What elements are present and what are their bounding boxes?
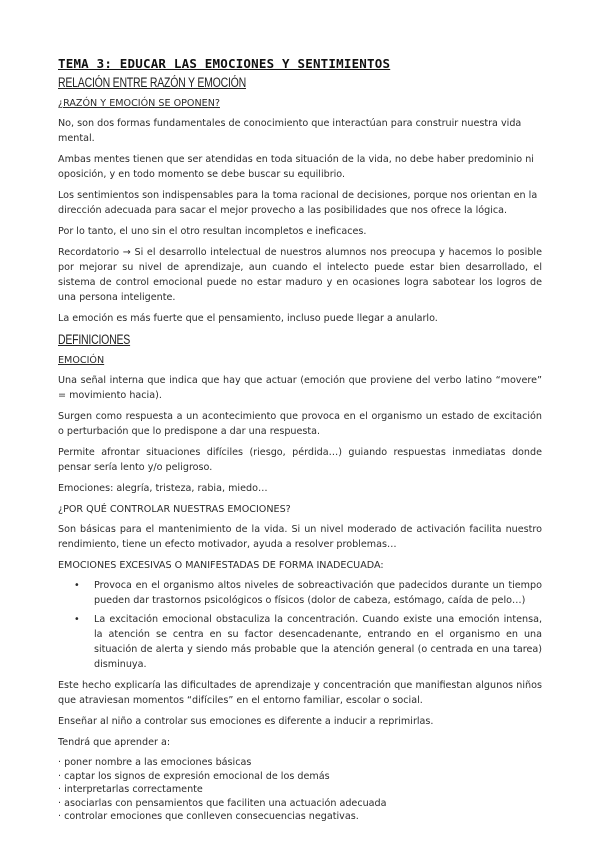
- paragraph: Son básicas para el mantenimiento de la vida. Si un nivel moderado de activación facilita nuestro rendimiento, tiene un efecto motivador, ayuda a resolver problemas…: [58, 524, 542, 550]
- paragraph: Ambas mentes tienen que ser atendidas en toda situación de la vida, no debe haber predominio ni oposición, y en todo momento se debe buscar su equilibrio.: [58, 154, 534, 180]
- paragraph: Por lo tanto, el uno sin el otro resultan incompletos e ineficaces.: [58, 226, 367, 237]
- paragraph: Los sentimientos son indispensables para la toma racional de decisiones, porque nos orientan en la dirección adecuada para sacar el mejor provecho a las posibilidades que nos ofrece la lógica.: [58, 190, 538, 216]
- question-heading-oponen: ¿RAZÓN Y EMOCIÓN SE OPONEN?: [58, 98, 220, 109]
- paragraph: La emoción es más fuerte que el pensamiento, incluso puede llegar a anularlo.: [58, 313, 438, 324]
- document-page: [58, 56, 542, 824]
- paragraph: Tendrá que aprender a:: [58, 737, 171, 748]
- paragraph: Este hecho explicaría las dificultades de aprendizaje y concentración que manifiestan algunos niños que atraviesan momentos “difíciles” en el entorno familiar, escolar o social.: [58, 680, 542, 706]
- section-heading-definiciones: DEFINICIONES: [58, 332, 131, 347]
- bullet-item: • La excitación emocional obstaculiza la concentración. Cuando existe una emoción intensa, la atención se centra en su factor desencadenante, entrando en el organismo en una situación de alerta y siendo más probable que la atención general (o centrada en una tarea) disminuya.: [58, 612, 542, 672]
- list-item: · captar los signos de expresión emocional de los demás: [58, 770, 330, 782]
- paragraph: Permite afrontar situaciones difíciles (riesgo, pérdida…) guiando respuestas inmediatas donde pensar sería lento y/o peligroso.: [58, 447, 542, 473]
- list-item: · asociarlas con pensamientos que faciliten una actuación adecuada: [58, 797, 387, 809]
- caps-heading-excesivas: EMOCIONES EXCESIVAS O MANIFESTADAS DE FORMA INADECUADA:: [58, 560, 384, 571]
- bullet-item: • Provoca en el organismo altos niveles de sobreactivación que padecidos durante un tiempo pueden dar trastornos psicológicos o físicos (dolor de cabeza, estómago, caída de pelo…): [58, 578, 542, 608]
- paragraph: No, son dos formas fundamentales de conocimiento que interactúan para construir nuestra vida mental.: [58, 118, 522, 144]
- paragraph: Surgen como respuesta a un acontecimiento que provoca en el organismo un estado de excitación o perturbación que lo predispone a dar una respuesta.: [58, 411, 542, 437]
- paragraph: Enseñar al niño a controlar sus emociones es diferente a inducir a reprimirlas.: [58, 716, 434, 727]
- list-item: · controlar emociones que conlleven consecuencias negativas.: [58, 811, 359, 822]
- paragraph: Una señal interna que indica que hay que actuar (emoción que proviene del verbo latino “movere” = movimiento hacia).: [58, 375, 542, 401]
- list-item: · poner nombre a las emociones básicas: [58, 757, 252, 768]
- skills-list: [58, 756, 542, 824]
- list-item: · interpretarlas correctamente: [58, 784, 203, 795]
- paragraph: Emociones: alegría, tristeza, rabia, miedo…: [58, 483, 268, 494]
- paragraph-recordatorio: Recordatorio → Si el desarrollo intelectual de nuestros alumnos nos preocupa y hacemos lo posible por mejorar su nivel de aprendizaje, aun cuando el intelecto puede estar bien desarrollado, el sistema de control emocional puede no estar maduro y en ocasiones logra sabotear los logros de una persona inteligente.: [58, 247, 542, 303]
- bullet-list: [58, 578, 542, 672]
- question-heading-controlar: ¿POR QUÉ CONTROLAR NUESTRAS EMOCIONES?: [58, 504, 291, 515]
- subheading-emocion: EMOCIÓN: [58, 355, 105, 366]
- document-title: TEMA 3: EDUCAR LAS EMOCIONES Y SENTIMIENTOS: [58, 56, 391, 71]
- section-heading-razon-emocion: RELACIÓN ENTRE RAZÓN Y EMOCIÓN: [58, 75, 247, 90]
